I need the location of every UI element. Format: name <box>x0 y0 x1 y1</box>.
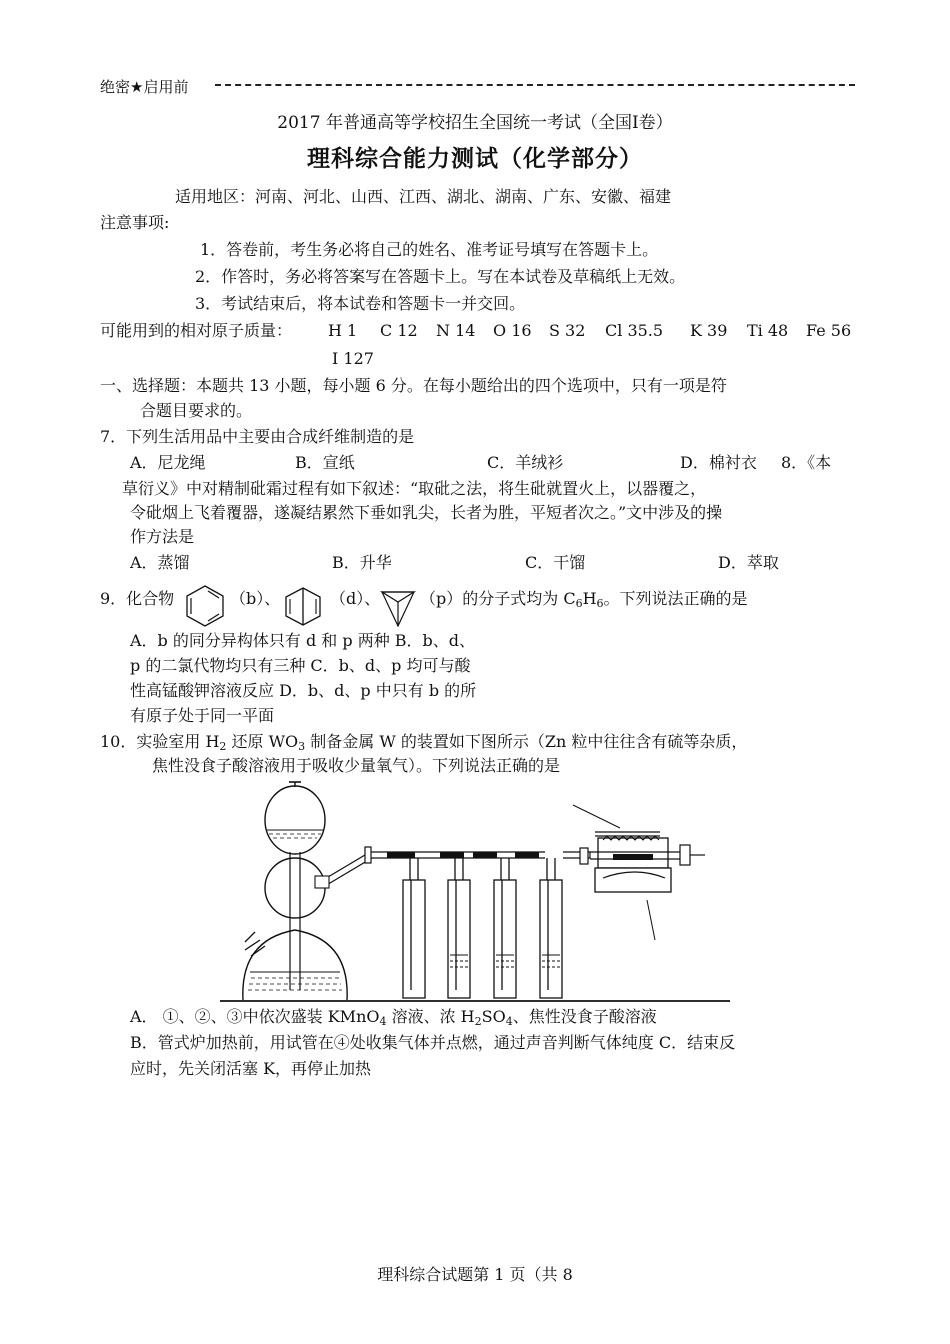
q8-option-c: C．干馏 <box>525 553 586 572</box>
atomic-mass-value: C 12 <box>380 321 418 340</box>
q10-option-c: 应时，先关闭活塞 K，再停止加热 <box>130 1059 372 1078</box>
question-7-stem: 7．下列生活用品中主要由合成纤维制造的是 <box>100 427 415 446</box>
section-heading: 一、选择题：本题共 13 小题，每小题 6 分。在每小题给出的四个选项中，只有一项是符 <box>100 376 727 395</box>
page-title: 理科综合能力测试（化学部分） <box>307 146 643 172</box>
page-footer: 理科综合试题第 1 页（共 8 <box>377 1265 573 1284</box>
benzene-structure-b <box>184 584 226 628</box>
atomic-mass-label: 可能用到的相对原子质量： <box>100 321 293 340</box>
prismane-structure-p <box>378 584 418 630</box>
question-8-stem: 作方法是 <box>130 527 195 546</box>
question-8-stem: 8．《本 <box>781 453 832 472</box>
atomic-mass-value: Cl 35.5 <box>605 321 664 340</box>
q9-options: A．b 的同分异构体只有 d 和 p 两种 B．b、d、 <box>130 631 476 650</box>
q8-option-a: A．蒸馏 <box>130 553 190 572</box>
atomic-mass-value: O 16 <box>493 321 532 340</box>
note-item: 3．考试结束后，将本试卷和答题卡一并交回。 <box>195 294 526 313</box>
q10-option-b: B．管式炉加热前，用试管在④处收集气体并点燃，通过声音判断气体纯度 C．结束反 <box>130 1033 736 1052</box>
question-9-label-b: （b）、 <box>230 589 281 608</box>
q9-options: p 的二氯代物均只有三种 C．b、d、p 均可与酸 <box>130 656 471 675</box>
q7-option-b: B．宣纸 <box>295 453 355 472</box>
apparatus-diagram <box>215 780 735 1005</box>
q7-option-d: D．棉衬衣 <box>680 453 757 472</box>
question-10-stem: 焦性没食子酸溶液用于吸收少量氧气）。下列说法正确的是 <box>152 756 561 775</box>
applicable-regions: 适用地区：河南、河北、山西、江西、湖北、湖南、广东、安徽、福建 <box>175 187 672 206</box>
q7-option-a: A．尼龙绳 <box>130 453 206 472</box>
atomic-mass-value: N 14 <box>436 321 476 340</box>
question-10-stem: 10．实验室用 $H_2$ 还原 $WO_3$ 制备金属 W 的装置如下图所示（Zn 粒中往往含有硫等杂质， <box>100 732 748 753</box>
notes-heading: 注意事项: <box>100 213 170 232</box>
dewar-benzene-structure-d <box>282 584 324 628</box>
question-9-label-d: （d）、 <box>330 589 381 608</box>
question-9-stem: （p）的分子式均为 $C_6H_6$。下列说法正确的是 <box>420 589 748 610</box>
atomic-mass-value: Ti 48 <box>747 321 789 340</box>
section-heading: 合题目要求的。 <box>140 401 253 420</box>
atomic-mass-value: K 39 <box>690 321 728 340</box>
question-8-stem: 令砒烟上飞着覆器，遂凝结累然下垂如乳尖，长者为胜，平短者次之。”文中涉及的操 <box>130 503 723 522</box>
header-dashed-line <box>215 84 855 86</box>
secret-label: 绝密★启用前 <box>100 78 189 96</box>
q8-option-d: D．萃取 <box>718 553 779 572</box>
atomic-mass-value: Fe 56 <box>806 321 852 340</box>
atomic-mass-value: H 1 <box>328 321 358 340</box>
question-8-stem: 草衍义》中对精制砒霜过程有如下叙述：“取砒之法，将生砒就置火上，以器覆之， <box>122 479 707 498</box>
q9-options: 有原子处于同一平面 <box>130 706 275 725</box>
question-9-prefix: 9．化合物 <box>100 589 175 608</box>
q7-option-c: C．羊绒衫 <box>487 453 564 472</box>
atomic-mass-value: I 127 <box>332 349 374 368</box>
note-item: 2．作答时，务必将答案写在答题卡上。写在本试卷及草稿纸上无效。 <box>195 267 686 286</box>
q9-options: 性高锰酸钾溶液反应 D．b、d、p 中只有 b 的所 <box>130 681 477 700</box>
exam-year-title: 2017 年普通高等学校招生全国统一考试（全国Ⅰ卷） <box>277 113 673 133</box>
q8-option-b: B．升华 <box>332 553 392 572</box>
note-item: 1．答卷前，考生务必将自己的姓名、准考证号填写在答题卡上。 <box>200 240 659 259</box>
atomic-mass-value: S 32 <box>549 321 586 340</box>
q10-option-a: A． ①、②、③中依次盛装 KMnO$_4$ 溶液、浓 $H_2SO_4$、焦性没食子酸溶液 <box>130 1007 657 1028</box>
